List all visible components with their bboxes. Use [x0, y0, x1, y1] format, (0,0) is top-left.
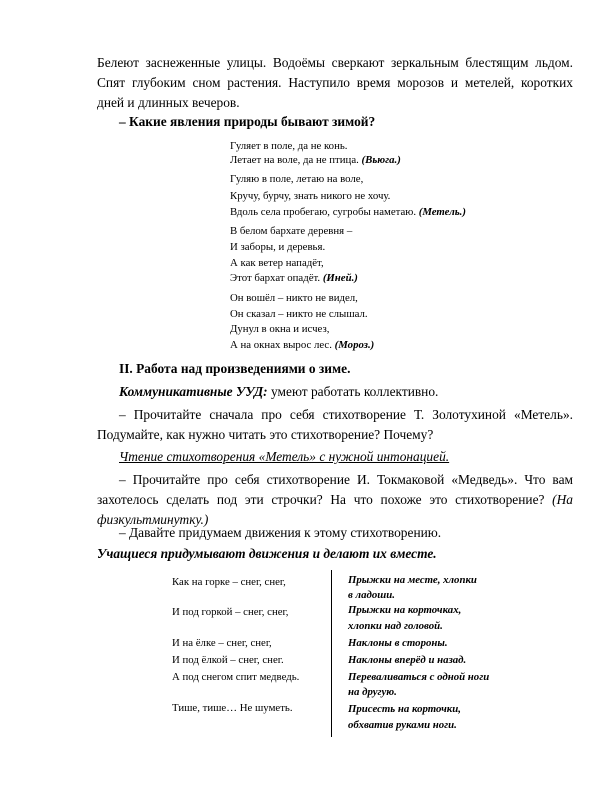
- riddle-1-line-1: Гуляет в поле, да не конь.: [230, 140, 348, 152]
- riddle-3-answer: (Иней.): [322, 272, 358, 284]
- paragraph-1-line-2: Подумайте, как нужно читать это стихотворение? Почему?: [97, 427, 434, 442]
- movement-4: Наклоны вперёд и назад.: [348, 654, 467, 666]
- riddle-2-line-2: Кручу, бурчу, знать никого не хочу.: [230, 190, 391, 202]
- question-line: – Какие явления природы бывают зимой?: [119, 114, 376, 129]
- riddle-4-answer: (Мороз.): [334, 339, 375, 351]
- section-heading: II. Работа над произведениями о зиме.: [119, 361, 351, 376]
- paragraph-2-line-2: захотелось сделать под эти строчки? На что похоже это стихотворение? (На: [97, 492, 573, 507]
- riddle-3-line-2: И заборы, и деревья.: [230, 241, 326, 253]
- riddle-1-answer: (Вьюга.): [361, 154, 401, 166]
- table-divider: [331, 570, 332, 737]
- movement-1-line-1: Прыжки на месте, хлопки: [348, 574, 477, 586]
- uud-label: Коммуникативные УУД:: [119, 384, 268, 399]
- riddle-4-line-1: Он вошёл – никто не видел,: [230, 292, 358, 304]
- poem-line-3: И на ёлке – снег, снег,: [172, 637, 272, 649]
- riddle-3-line-4: Этот бархат опадёт. (Иней.): [230, 272, 358, 284]
- paragraph-3: – Давайте придумаем движения к этому стихотворению.: [119, 525, 442, 540]
- poem-line-6: Тише, тише… Не шуметь.: [172, 702, 293, 714]
- uud-line: Коммуникативные УУД: умеют работать коллективно.: [119, 384, 439, 399]
- movement-2-line-2: хлопки над головой.: [348, 620, 443, 632]
- intro-line-3: дней и длинных вечеров.: [97, 95, 240, 110]
- students-note: Учащиеся придумывают движения и делают их вместе.: [97, 546, 437, 561]
- riddle-1-line-2: Летает на воле, да не птица. (Вьюга.): [230, 154, 401, 166]
- reading-note: Чтение стихотворения «Метель» с нужной интонацией.: [119, 449, 450, 464]
- intro-line-2: Спят глубоким сном растения. Наступило время морозов и метелей, коротких: [97, 75, 573, 90]
- paragraph-2-line-1: – Прочитайте про себя стихотворение И. Токмаковой «Медведь». Что вам: [119, 472, 573, 487]
- riddle-3-line-3: А как ветер нападёт,: [230, 257, 324, 269]
- poem-line-1: Как на горке – снег, снег,: [172, 576, 286, 588]
- paragraph-2-line-3: физкультминутку.): [97, 512, 209, 527]
- movement-2-line-1: Прыжки на корточках,: [348, 604, 462, 616]
- riddle-3-line-1: В белом бархате деревня –: [230, 225, 353, 237]
- riddle-2-answer: (Метель.): [418, 206, 466, 218]
- riddle-4-line-2: Он сказал – никто не слышал.: [230, 308, 368, 320]
- poem-line-2: И под горкой – снег, снег,: [172, 606, 289, 618]
- paragraph-1-line-1: – Прочитайте сначала про себя стихотворение Т. Золотухиной «Метель».: [119, 407, 573, 422]
- riddle-2-line-3: Вдоль села пробегаю, сугробы наметаю. (Метель.): [230, 206, 466, 218]
- riddle-2-line-1: Гуляю в поле, летаю на воле,: [230, 173, 364, 185]
- movement-5-line-2: на другую.: [348, 686, 397, 698]
- movement-5-line-1: Переваливаться с одной ноги: [348, 671, 490, 683]
- riddle-4-line-4: А на окнах вырос лес. (Мороз.): [230, 339, 375, 351]
- poem-line-5: А под снегом спит медведь.: [172, 671, 300, 683]
- movement-1-line-2: в ладоши.: [348, 589, 395, 601]
- poem-line-4: И под ёлкой – снег, снег.: [172, 654, 284, 666]
- riddle-4-line-3: Дунул в окна и исчез,: [230, 323, 330, 335]
- intro-line-1: Белеют заснеженные улицы. Водоёмы сверкают зеркальным блестящим льдом.: [97, 55, 573, 70]
- movement-3: Наклоны в стороны.: [348, 637, 448, 649]
- movement-6-line-1: Присесть на корточки,: [348, 703, 461, 715]
- movement-6-line-2: обхватив руками ноги.: [348, 719, 457, 731]
